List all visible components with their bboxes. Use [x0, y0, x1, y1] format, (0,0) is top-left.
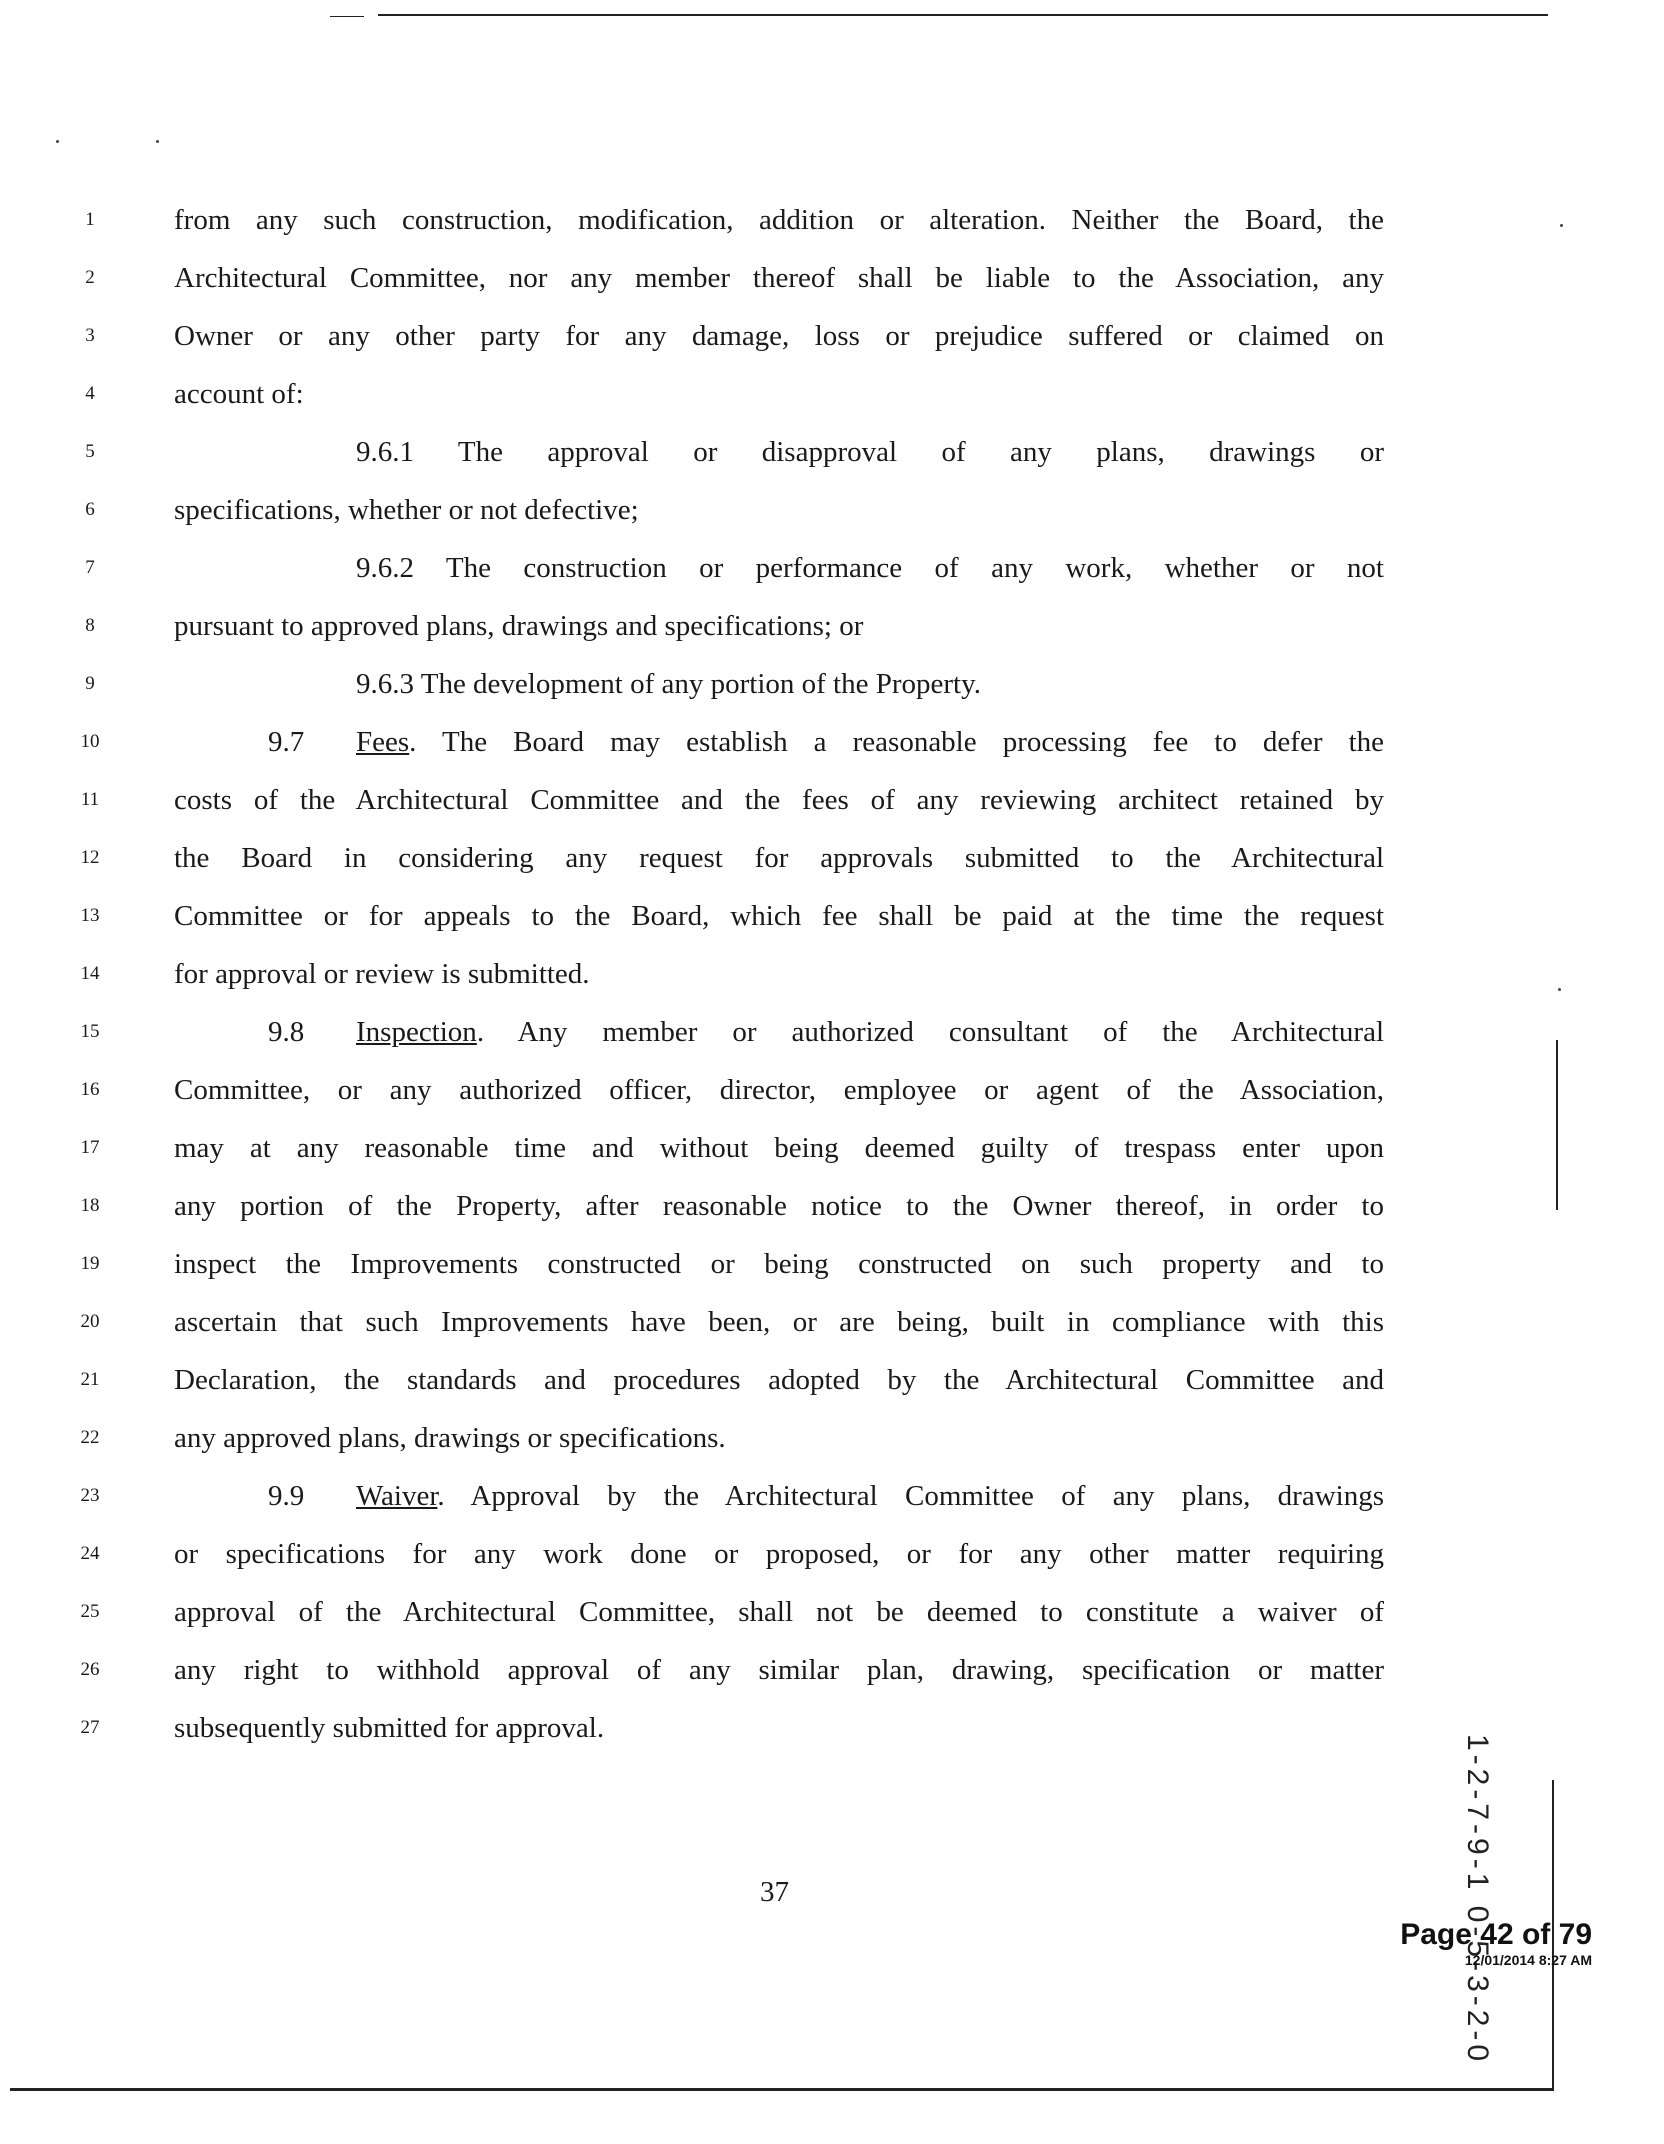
body-line: approval of the Architectural Committee, shall not be deemed to constitute a waiver of	[174, 1596, 1384, 1628]
section-heading: Fees	[356, 726, 410, 758]
body-line: Owner or any other party for any damage, loss or prejudice suffered or claimed on	[174, 320, 1384, 352]
line-number: 9	[85, 673, 95, 694]
body-line: for approval or review is submitted.	[174, 958, 590, 990]
line-number: 18	[80, 1195, 100, 1216]
body-line: may at any reasonable time and without being deemed guilty of trespass enter upon	[174, 1132, 1384, 1164]
body-line: Declaration, the standards and procedures adopted by the Architectural Committee and	[174, 1364, 1384, 1396]
top-scan-rule	[378, 14, 1548, 16]
body-line: or specifications for any work done or proposed, or for any other matter requiring	[174, 1538, 1384, 1570]
body-line: specifications, whether or not defective;	[174, 494, 639, 526]
recording-stamp	[1400, 1918, 1592, 1968]
body-line: account of:	[174, 378, 304, 410]
body-line: inspect the Improvements constructed or being constructed on such property and to	[174, 1248, 1384, 1280]
recording-document-number: 1-2-7-9-1 0-5-3-2-0	[1461, 1734, 1494, 2066]
section-text: . Approval by the Architectural Committee of any plans, drawings	[437, 1480, 1384, 1512]
scan-speck	[156, 140, 159, 143]
body-line: 9.6.3 The development of any portion of the Property.	[356, 668, 981, 700]
body-line: the Board in considering any request for approvals submitted to the Architectural	[174, 842, 1384, 874]
stamp-timestamp: 12/01/2014 8:27 AM	[1464, 1952, 1592, 1968]
right-scan-rule-mid	[1556, 1040, 1558, 1210]
line-number: 24	[80, 1543, 100, 1564]
section-text: . The Board may establish a reasonable processing fee to defer the	[409, 726, 1384, 758]
line-number: 1	[85, 209, 95, 230]
line-number: 20	[80, 1311, 100, 1332]
line-number: 25	[80, 1601, 100, 1622]
bottom-scan-rule	[10, 2088, 1554, 2091]
scan-speck	[1558, 988, 1561, 991]
line-number: 4	[85, 383, 95, 404]
line-number: 27	[80, 1717, 100, 1738]
line-number: 7	[85, 557, 95, 578]
body-line: any portion of the Property, after reasonable notice to the Owner thereof, in order to	[174, 1190, 1384, 1222]
line-number: 11	[80, 789, 100, 810]
body-line: ascertain that such Improvements have been, or are being, built in compliance with this	[174, 1306, 1384, 1338]
line-number: 3	[85, 325, 95, 346]
stamp-page-label: Page 42 of 79	[1400, 1918, 1592, 1951]
line-number: 16	[80, 1079, 100, 1100]
line-number: 6	[85, 499, 95, 520]
body-line: from any such construction, modification, addition or alteration. Neither the Board, the	[174, 204, 1384, 236]
section-number: 9.7	[268, 726, 305, 758]
section-heading-line	[356, 1012, 1384, 1052]
body-line: Architectural Committee, nor any member thereof shall be liable to the Association, any	[174, 262, 1384, 294]
body-line: subsequently submitted for approval.	[174, 1712, 605, 1744]
line-number: 26	[80, 1659, 100, 1680]
section-heading-line	[356, 722, 1384, 762]
line-number: 2	[85, 267, 95, 288]
line-number: 12	[80, 847, 100, 868]
scan-speck	[1560, 224, 1563, 227]
top-scan-dash	[330, 16, 364, 17]
section-heading: Waiver	[356, 1480, 438, 1512]
body-line: pursuant to approved plans, drawings and specifications; or	[174, 610, 864, 642]
body-line: any right to withhold approval of any similar plan, drawing, specification or matter	[174, 1654, 1384, 1686]
section-number: 9.8	[268, 1016, 305, 1048]
line-number: 10	[80, 731, 100, 752]
body-line: 9.6.1 The approval or disapproval of any plans, drawings or	[356, 436, 1384, 468]
line-number: 14	[80, 963, 100, 984]
line-number: 21	[80, 1369, 100, 1390]
line-number: 19	[80, 1253, 100, 1274]
line-number: 23	[80, 1485, 100, 1506]
line-number: 5	[85, 441, 95, 462]
section-number: 9.9	[268, 1480, 305, 1512]
line-number: 8	[85, 615, 95, 636]
body-line: 9.6.2 The construction or performance of any work, whether or not	[356, 552, 1384, 584]
section-heading: Inspection	[356, 1016, 477, 1048]
page-number: 37	[760, 1876, 789, 1908]
section-heading-line	[356, 1476, 1384, 1516]
body-line: Committee or for appeals to the Board, which fee shall be paid at the time the request	[174, 900, 1384, 932]
line-number: 15	[80, 1021, 100, 1042]
body-line: costs of the Architectural Committee and the fees of any reviewing architect retained by	[174, 784, 1384, 816]
section-text: . Any member or authorized consultant of the Architectural	[476, 1016, 1384, 1048]
line-number: 17	[80, 1137, 100, 1158]
body-line: any approved plans, drawings or specifications.	[174, 1422, 726, 1454]
line-number: 22	[80, 1427, 100, 1448]
scan-speck	[56, 140, 59, 143]
body-line: Committee, or any authorized officer, director, employee or agent of the Association,	[174, 1074, 1384, 1106]
line-number: 13	[80, 905, 100, 926]
